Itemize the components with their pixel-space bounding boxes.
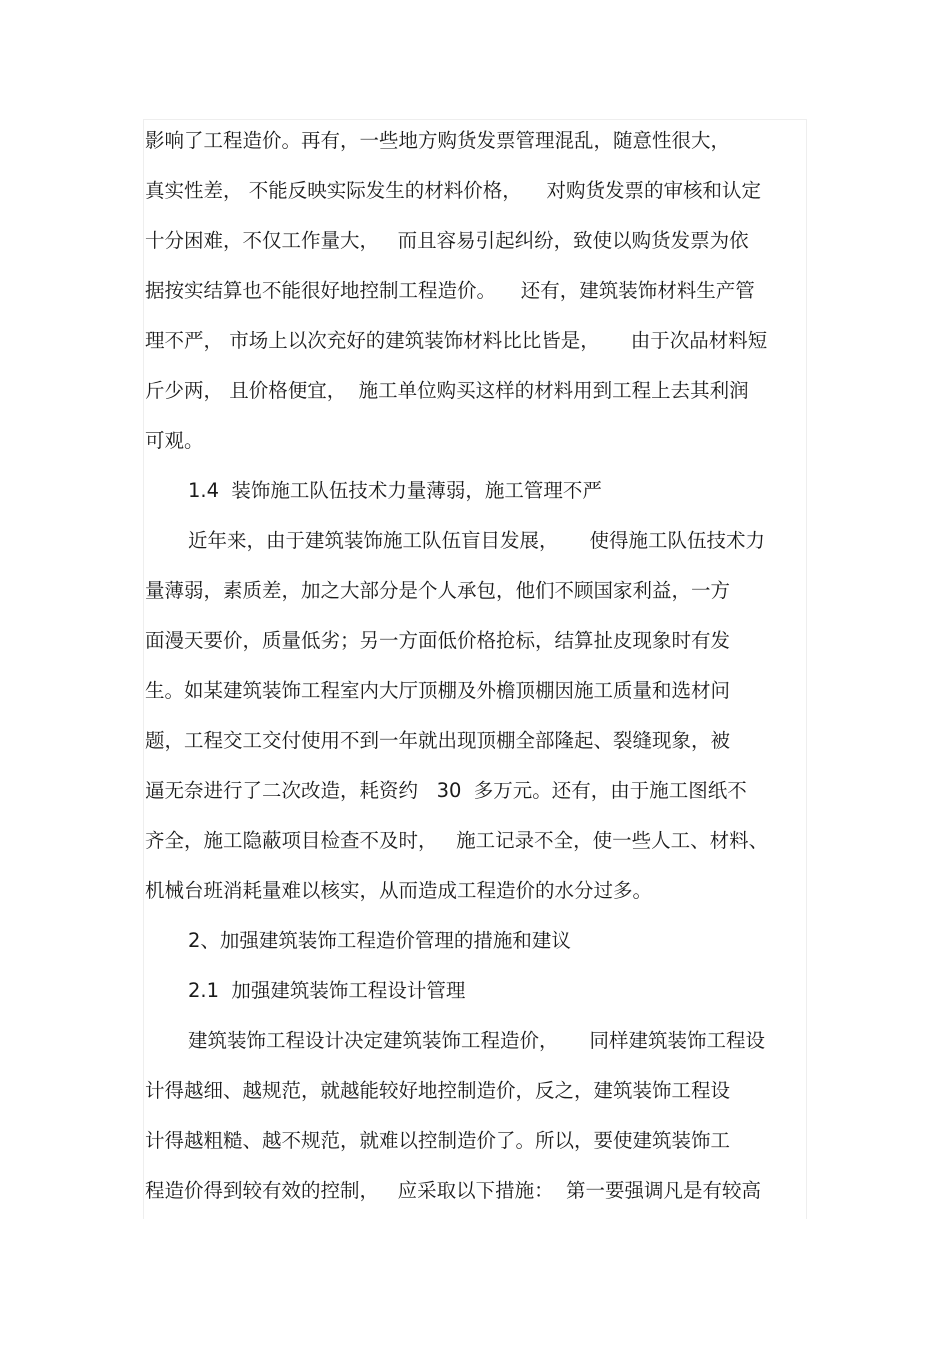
text-line: 计得越粗糙、越不规范，就难以控制造价了。所以，要使建筑装饰工 xyxy=(145,1129,731,1152)
text-line: 据按实结算也不能很好地控制工程造价。 还有，建筑装饰材料生产管 xyxy=(145,279,755,302)
text-line: 量薄弱，素质差，加之大部分是个人承包，他们不顾国家利益，一方 xyxy=(145,579,731,602)
section-heading-2: 2、加强建筑装饰工程造价管理的措施和建议 xyxy=(188,929,571,952)
document-body xyxy=(145,116,805,1216)
text-line: 影响了工程造价。再有，一些地方购货发票管理混乱，随意性很大， xyxy=(145,129,731,152)
text-line: 生。如某建筑装饰工程室内大厅顶棚及外檐顶棚因施工质量和选材问 xyxy=(145,679,731,702)
text-line: 题，工程交工交付使用不到一年就出现顶棚全部隆起、裂缝现象，被 xyxy=(145,729,731,752)
text-line: 齐全，施工隐蔽项目检查不及时， 施工记录不全，使一些人工、材料、 xyxy=(145,829,769,852)
text-line: 可观。 xyxy=(145,429,204,452)
text-line: 理不严， 市场上以次充好的建筑装饰材料比比皆是， 由于次品材料短 xyxy=(145,329,768,352)
text-line: 逼无奈进行了二次改造，耗资约 30 多万元。还有，由于施工图纸不 xyxy=(145,779,747,802)
text-line: 真实性差， 不能反映实际发生的材料价格， 对购货发票的审核和认定 xyxy=(145,179,761,202)
text-line: 斤少两， 且价格便宜， 施工单位购买这样的材料用到工程上去其利润 xyxy=(145,379,749,402)
paragraph-start: 近年来，由于建筑装饰施工队伍盲目发展， 使得施工队伍技术力 xyxy=(188,529,765,552)
text-line: 面漫天要价，质量低劣；另一方面低价格抢标，结算扯皮现象时有发 xyxy=(145,629,731,652)
paragraph-start: 建筑装饰工程设计决定建筑装饰工程造价， 同样建筑装饰工程设 xyxy=(188,1029,765,1052)
section-heading-2-1: 2.1 加强建筑装饰工程设计管理 xyxy=(188,979,466,1002)
text-line: 十分困难，不仅工作量大， 而且容易引起纠纷，致使以购货发票为依 xyxy=(145,229,749,252)
text-line: 程造价得到较有效的控制， 应采取以下措施： 第一要强调凡是有较高 xyxy=(145,1179,761,1202)
text-line: 机械台班消耗量难以核实，从而造成工程造价的水分过多。 xyxy=(145,879,653,902)
section-heading-1-4: 1.4 装饰施工队伍技术力量薄弱，施工管理不严 xyxy=(188,479,602,502)
text-line: 计得越细、越规范，就越能较好地控制造价，反之，建筑装饰工程设 xyxy=(145,1079,731,1102)
